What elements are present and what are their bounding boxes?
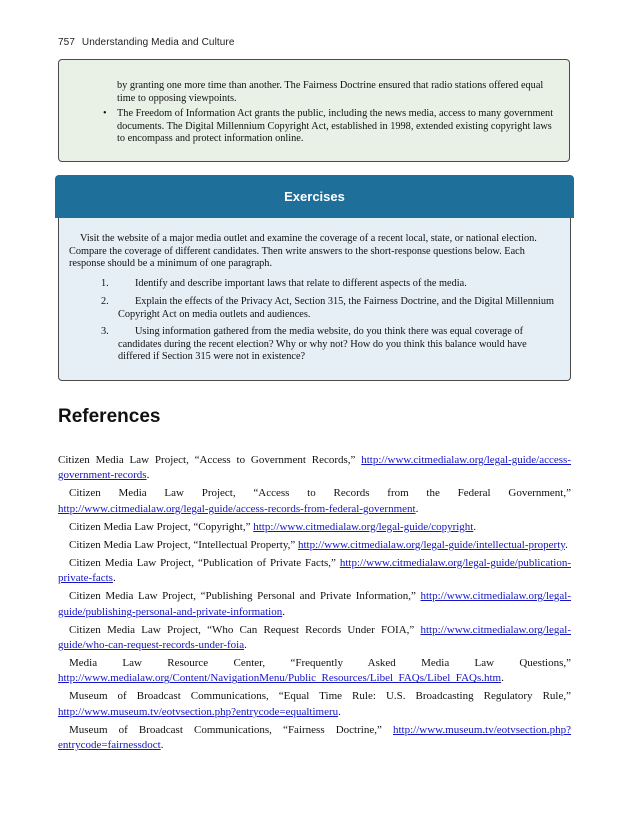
reference-text: Media Law Resource Center, “Frequently Asked Media Law Questions,” (69, 657, 571, 670)
reference-text: Citizen Media Law Project, “Publication of Private Facts,” (69, 556, 340, 569)
takeaway-continued-text: by granting one more time than another. The Fairness Doctrine ensured that radio stations offered equal time to opposing viewpoints. (117, 80, 544, 104)
reference-link[interactable]: http://www.citmedialaw.org/legal-guide/copyright (253, 520, 474, 533)
reference-end: . (473, 520, 477, 533)
reference-end: . (338, 705, 341, 718)
reference-text: Citizen Media Law Project, “Publishing Personal and Private Information,” (69, 590, 421, 603)
references-heading: References (58, 406, 161, 427)
exercises-box (58, 218, 571, 381)
reference-text: Citizen Media Law Project, “Access to Government Records,” (58, 454, 362, 466)
bullet-icon: • (103, 108, 107, 119)
question-number: 2. (101, 296, 109, 307)
reference-text: Museum of Broadcast Communications, “Fairness Doctrine,” (69, 723, 393, 736)
page-number: 757 (58, 37, 75, 48)
reference-item (58, 656, 571, 687)
references-list (58, 453, 571, 756)
question-number: 1. (101, 278, 109, 289)
exercise-question-3 (101, 326, 560, 364)
reference-link[interactable]: http://www.citmedialaw.org/legal-guide/access-government-records (58, 454, 571, 482)
reference-item (58, 453, 571, 484)
reference-text: Citizen Media Law Project, “Copyright,” (69, 520, 254, 533)
reference-item (58, 538, 571, 553)
reference-item (58, 589, 571, 620)
question-text: Using information gathered from the media website, do you think there was equal coverage of candidates during the recent election? Why or why not? How do you think this balance would have differed if Section 315 were not in existence? (118, 326, 527, 363)
reference-link[interactable]: http://www.medialaw.org/Content/NavigationMenu/Public_Resources/Libel_FAQs/Libel_FAQs.htm (58, 672, 502, 685)
reference-end: . (501, 672, 504, 685)
question-text: Identify and describe important laws that relate to different aspects of the media. (135, 278, 467, 289)
reference-item (58, 486, 571, 517)
reference-end: . (415, 502, 419, 515)
reference-text: Citizen Media Law Project, “Access to Records from the Federal Government,” (69, 487, 571, 500)
exercises-heading: Exercises (55, 175, 574, 218)
reference-end: . (565, 538, 568, 551)
reference-end: . (282, 605, 285, 618)
reference-link[interactable]: http://www.museum.tv/eotvsection.php?entrycode=fairnessdoct (58, 723, 571, 752)
reference-link[interactable]: http://www.citmedialaw.org/legal-guide/publication-private-facts (58, 556, 571, 585)
reference-item (58, 556, 571, 587)
reference-link[interactable]: http://www.citmedialaw.org/legal-guide/publishing-personal-and-private-information (58, 590, 571, 618)
running-head (58, 37, 235, 48)
reference-text: Museum of Broadcast Communications, “Equal Time Rule: U.S. Broadcasting Regulatory Rule,” (69, 690, 571, 703)
reference-link[interactable]: http://www.museum.tv/eotvsection.php?entrycode=equaltimeru (58, 705, 339, 718)
reference-text: Citizen Media Law Project, “Intellectual Property,” (69, 538, 298, 551)
book-title: Understanding Media and Culture (81, 37, 235, 48)
reference-item (58, 520, 571, 535)
reference-end: . (112, 572, 116, 585)
reference-link[interactable]: http://www.citmedialaw.org/legal-guide/access-records-from-federal-government (58, 502, 416, 515)
reference-link[interactable]: http://www.citmedialaw.org/legal-guide/intellectual-property (297, 538, 566, 551)
reference-link[interactable]: http://www.citmedialaw.org/legal-guide/who-can-request-records-under-foia (58, 623, 571, 652)
reference-end: . (244, 639, 247, 652)
question-number: 3. (101, 326, 109, 337)
reference-end: . (160, 739, 164, 752)
reference-text: Citizen Media Law Project, “Who Can Request Records Under FOIA,” (69, 623, 421, 636)
reference-item (58, 623, 571, 654)
exercise-question-1 (101, 278, 560, 291)
takeaway-bullet-item (103, 108, 562, 146)
question-text: Explain the effects of the Privacy Act, Section 315, the Fairness Doctrine, and the Digital Millennium Copyright Act on media outlets and audiences. (118, 296, 555, 320)
exercises-intro: Visit the website of a major media outlet and examine the coverage of a recent local, state, or national election. Compare the coverage of different candidates. Then write answers to the short-response questions below. Each response should be a minimum of one paragraph. (69, 233, 537, 270)
exercise-question-2 (101, 296, 560, 321)
reference-end: . (146, 469, 150, 482)
reference-item (58, 689, 571, 720)
key-takeaways-box (58, 59, 570, 162)
reference-item (58, 723, 571, 754)
takeaway-bullet-text: The Freedom of Information Act grants the public, including the news media, access to many government documents. The Digital Millennium Copyright Act, established in 1998, extended existing copyright laws to encompass and protect information online. (117, 108, 554, 145)
